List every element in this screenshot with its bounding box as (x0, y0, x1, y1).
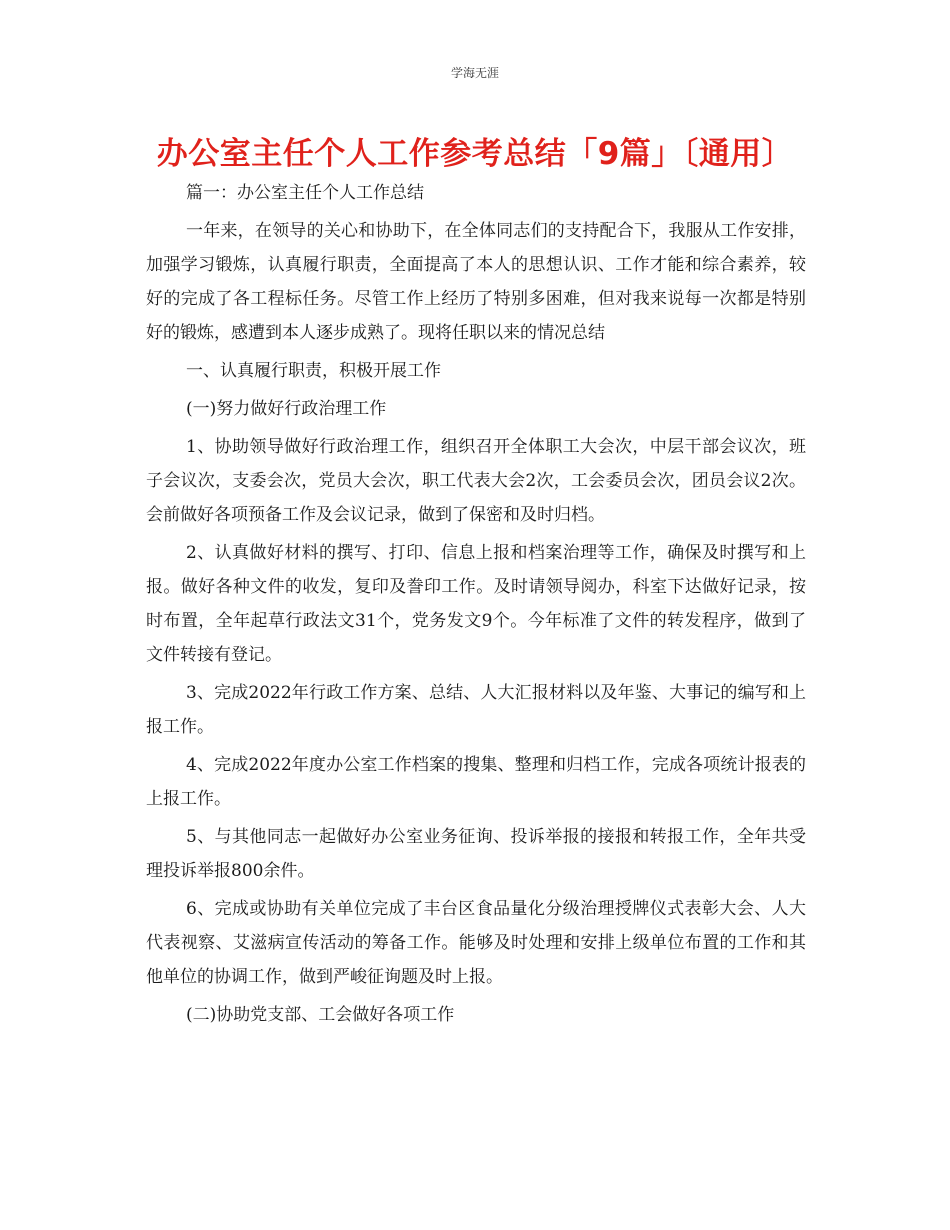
part-title: 篇一：办公室主任个人工作总结 (186, 183, 424, 203)
item-paragraph-6: 6、完成或协助有关单位完成了丰台区食品量化分级治理授牌仪式表彰大会、人大代表视察、艾滋病宣传活动的筹备工作。能够及时处理和安排上级单位布置的工作和其他单位的协调工作，做到严峻征询题及时上报。 (146, 899, 806, 987)
document-body (146, 176, 806, 1032)
subsection-heading-2: (二)协助党支部、工会做好各项工作 (186, 1005, 455, 1025)
intro-paragraph: 一年来，在领导的关心和协助下，在全体同志们的支持配合下，我服从工作安排，加强学习锻炼，认真履行职责，全面提高了本人的思想认识、工作才能和综合素养，较好的完成了各工程标任务。尽管工作上经历了特别多困难，但对我来说每一次都是特别好的锻炼，感遭到本人逐步成熟了。现将任职以来的情况总结 (146, 221, 806, 343)
item-paragraph-2: 2、认真做好材料的撰写、打印、信息上报和档案治理等工作，确保及时撰写和上报。做好各种文件的收发，复印及誊印工作。及时请领导阅办，科室下达做好记录，按时布置，全年起草行政法文31个，党务发文9个。今年标准了文件的转发程序，做到了文件转接有登记。 (146, 543, 806, 665)
page-header: 学海无涯 (450, 66, 499, 80)
document-title: 办公室主任个人工作参考总结「9篇」〔通用〕 (156, 136, 794, 172)
item-paragraph-1: 1、协助领导做好行政治理工作，组织召开全体职工大会次，中层干部会议次，班子会议次，支委会次，党员大会次，职工代表大会2次，工会委员会次，团员会议2次。会前做好各项预备工作及会议记录，做到了保密和及时归档。 (146, 437, 806, 525)
item-paragraph-3: 3、完成2022年行政工作方案、总结、人大汇报材料以及年鉴、大事记的编写和上报工作。 (146, 683, 806, 737)
subsection-heading-1: (一)努力做好行政治理工作 (186, 399, 387, 419)
section-heading-1: 一、认真履行职责，积极开展工作 (186, 361, 441, 381)
item-paragraph-5: 5、与其他同志一起做好办公室业务征询、投诉举报的接报和转报工作，全年共受理投诉举报800余件。 (146, 827, 806, 881)
item-paragraph-4: 4、完成2022年度办公室工作档案的搜集、整理和归档工作，完成各项统计报表的上报工作。 (146, 755, 806, 809)
